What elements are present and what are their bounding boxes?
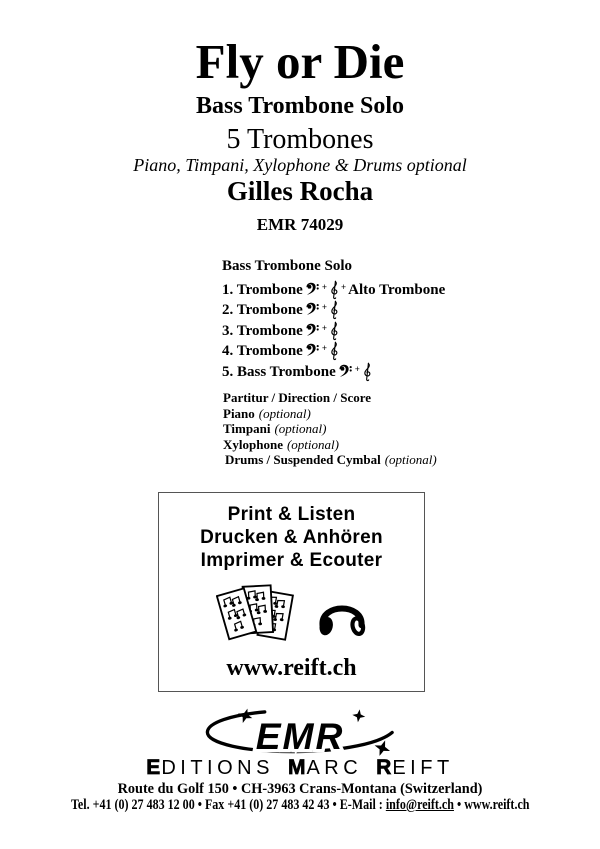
publisher-address [0, 781, 600, 798]
item-label: Piano [223, 405, 255, 421]
optional-tag: (optional) [286, 436, 339, 452]
plus-sign: + [321, 343, 327, 354]
contact-text [71, 797, 530, 814]
instrument-part [222, 359, 445, 380]
solo-subtitle: Bass Trombone Solo [195, 93, 405, 119]
publisher-word [376, 756, 454, 780]
publisher-word [146, 756, 274, 780]
part-label: 2. Trombone [222, 302, 303, 319]
bass-clef-icon [305, 302, 320, 315]
treble-clef-icon [362, 362, 372, 382]
list-item [223, 390, 437, 406]
optional-tag: (optional) [274, 421, 327, 437]
plus-sign: + [341, 281, 347, 292]
word-rest: DITIONS [161, 757, 274, 779]
contact-post: • www.reift.ch [453, 797, 530, 813]
instrumentation-list [222, 256, 445, 380]
publisher-logo [0, 707, 600, 762]
bass-clef-icon [305, 343, 320, 356]
word-rest: EIFT [392, 757, 454, 779]
bass-clef-icon [305, 282, 320, 295]
word-initial: E [146, 756, 162, 779]
list-item [225, 452, 437, 468]
scoring-note: Piano, Timpani, Xylophone & Drums optional [133, 155, 467, 175]
publisher-word [288, 756, 362, 780]
publisher-name [0, 756, 600, 780]
headphones-icon [316, 590, 368, 640]
word-rest: ARC [306, 757, 363, 779]
sheet-music-icon [216, 580, 302, 650]
bass-clef-icon [305, 323, 320, 336]
word-initial: M [287, 756, 307, 779]
print-listen-line-en: Print & Listen [227, 504, 356, 525]
print-listen-line-fr: Imprimer & Ecouter [200, 550, 383, 571]
optional-tag: (optional) [384, 452, 437, 468]
emr-logo-text: EMR [255, 715, 345, 757]
instrument-part [222, 297, 445, 318]
contact-pre: Tel. +41 (0) 27 483 12 00 • Fax +41 (0) 27 483 42 43 • E-Mail : [70, 797, 386, 813]
listen-box-icons [159, 579, 424, 651]
instrumentation-header: Bass Trombone Solo [222, 258, 353, 274]
composer-name: Gilles Rocha [226, 176, 374, 206]
item-label: Drums / Suspended Cymbal [225, 452, 381, 468]
print-listen-lines [159, 503, 424, 572]
publisher-contact [0, 797, 600, 814]
print-and-listen-box [158, 492, 425, 692]
part-label: 3. Trombone [222, 322, 303, 339]
website-url: www.reift.ch [226, 655, 357, 681]
emr-logo [202, 707, 398, 757]
ensemble-line: 5 Trombones [226, 124, 374, 155]
plus-sign: + [354, 363, 360, 374]
email-link: info@reift.ch [385, 797, 454, 813]
item-label: Timpani [223, 421, 271, 437]
optional-tag: (optional) [258, 405, 311, 421]
additional-parts-list [223, 390, 437, 468]
instrument-part [222, 318, 445, 339]
plus-sign: + [321, 281, 327, 292]
instrument-part [222, 277, 445, 298]
item-label: Partitur / Direction / Score [223, 390, 372, 405]
plus-sign: + [321, 302, 327, 313]
page-title: Fly or Die [195, 34, 405, 89]
list-item [223, 421, 437, 437]
part-extra: Alto Trombone [348, 281, 446, 298]
print-listen-line-de: Drucken & Anhören [200, 527, 383, 548]
plus-sign: + [321, 322, 327, 333]
word-initial: R [376, 756, 393, 779]
address-text: Route du Golf 150 • CH-3963 Crans-Montana (Switzerland) [117, 781, 483, 797]
part-label: 1. Trombone [222, 281, 303, 298]
part-label: 4. Trombone [222, 343, 303, 360]
list-item [223, 437, 437, 453]
part-label: 5. Bass Trombone [222, 363, 336, 380]
catalog-number: EMR 74029 [256, 215, 344, 234]
instrument-part [222, 338, 445, 359]
list-item [223, 406, 437, 422]
bass-clef-icon [338, 364, 353, 377]
item-label: Xylophone [223, 436, 283, 452]
